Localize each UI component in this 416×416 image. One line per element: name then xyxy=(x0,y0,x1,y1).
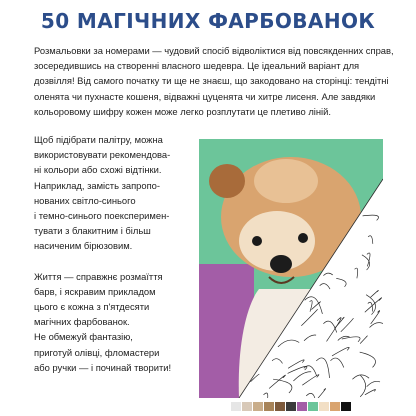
fur-highlight xyxy=(254,159,318,203)
palette-advice-paragraph xyxy=(34,132,192,254)
intro-text: Розмальовки за номерами — чудовий спосіб відволіктися від повсякденних справ, зосередившись на створенні власного шедевра. Це ідеальний варіант для дозвілля! Від самого початку ти ще не знаєш, що закодовано на сторінці: тендітні оленята чи пухнасте кошеня, відважні цуценята чи хитре лисеня. Але завдяки кольоровому шифру кожен може легко розплутати це плетиво ліній. xyxy=(34,45,394,117)
palette-swatch xyxy=(341,402,351,411)
dog-right-eye xyxy=(298,233,308,243)
life-line: приготуй олівці, фломастери xyxy=(34,346,160,358)
life-line: Не обмежуй фантазію, xyxy=(34,331,133,343)
palette-swatch xyxy=(242,402,252,411)
life-line: або ручки — і починай творити! xyxy=(34,361,172,373)
palette-advice-line: тувати з блакитним і більш xyxy=(34,225,151,237)
dog-left-eye xyxy=(252,236,262,246)
intro-paragraph xyxy=(34,43,396,119)
palette-advice-line: використовувати рекомендова- xyxy=(34,149,171,161)
palette-advice-line: Щоб підібрати палітру, можна xyxy=(34,134,163,145)
palette-swatch xyxy=(308,402,318,411)
palette-swatch xyxy=(330,402,340,411)
life-line: Життя — справжнє розмаїття xyxy=(34,270,163,282)
palette-swatch xyxy=(297,402,307,411)
life-line: барв, і яскравим прикладом xyxy=(34,285,156,297)
dog-ear xyxy=(209,164,245,198)
life-line: магічних фарбованок. xyxy=(34,316,130,328)
palette-swatch xyxy=(275,402,285,411)
color-palette xyxy=(231,402,351,411)
palette-advice-line: Наприклад, замість запропо- xyxy=(34,179,161,191)
left-column xyxy=(34,132,192,375)
life-line: цього є кожна з п'ятдесяти xyxy=(34,301,150,313)
palette-advice-line: нованих світло-синього xyxy=(34,194,136,206)
palette-swatch xyxy=(286,402,296,411)
life-paragraph xyxy=(34,269,192,375)
palette-swatch xyxy=(264,402,274,411)
palette-advice-line: і темно-синього поексперимен- xyxy=(34,210,170,222)
palette-swatch xyxy=(231,402,241,411)
palette-advice-line: насиченим бірюзовим. xyxy=(34,240,133,252)
palette-swatch xyxy=(319,402,329,411)
artwork-svg xyxy=(199,139,383,398)
dog-nose xyxy=(270,255,292,273)
palette-swatch xyxy=(253,402,263,411)
page-title: 50 МАГІЧНИХ ФАРБОВАНОК xyxy=(40,9,376,33)
dog-coloring-artwork xyxy=(199,139,383,398)
palette-advice-line: ні кольори або схожі відтінки. xyxy=(34,164,162,176)
